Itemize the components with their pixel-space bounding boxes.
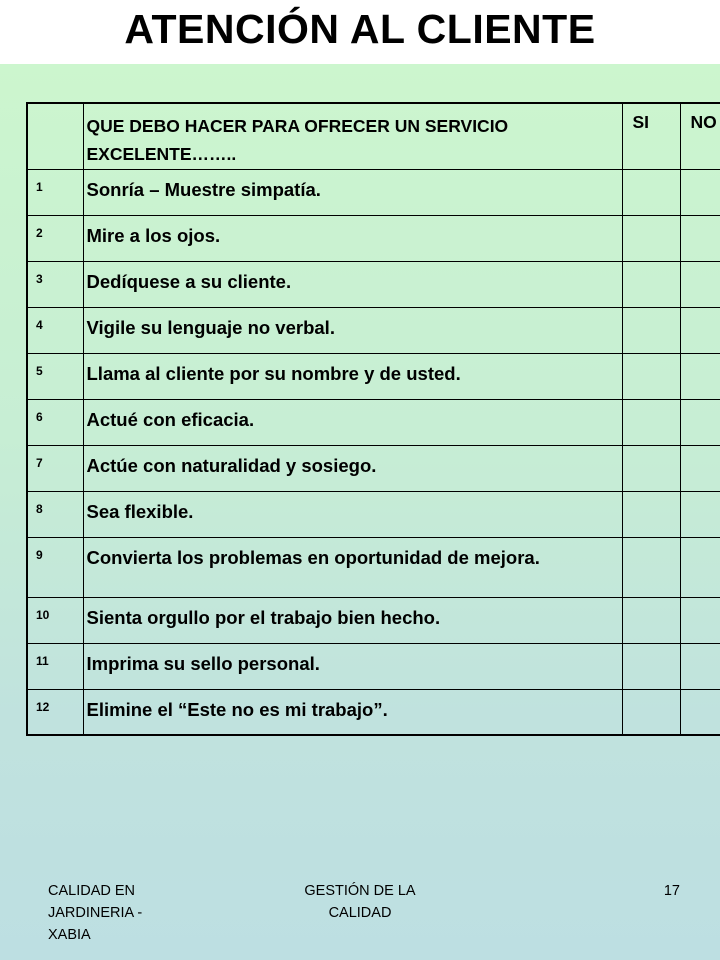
row-number: 5 [27,353,83,399]
row-number: 2 [27,215,83,261]
row-text: Vigile su lenguaje no verbal. [83,307,622,353]
table-row [27,537,720,597]
si-checkbox-cell[interactable] [622,307,680,353]
no-checkbox-cell[interactable] [680,353,720,399]
si-checkbox-cell[interactable] [622,597,680,643]
footer-left-text: CALIDAD EN JARDINERIA - XABIA [48,883,143,943]
table-row [27,689,720,735]
si-checkbox-cell[interactable] [622,353,680,399]
row-number: 10 [27,597,83,643]
no-checkbox-cell[interactable] [680,399,720,445]
row-text: Mire a los ojos. [83,215,622,261]
slide-title: ATENCIÓN AL CLIENTE [124,6,596,52]
table-row [27,445,720,491]
row-number: 1 [27,169,83,215]
row-number: 9 [27,537,83,597]
no-checkbox-cell[interactable] [680,689,720,735]
si-checkbox-cell[interactable] [622,445,680,491]
no-checkbox-cell[interactable] [680,537,720,597]
no-checkbox-cell[interactable] [680,169,720,215]
header-num-cell [27,103,83,169]
table-row [27,353,720,399]
si-checkbox-cell[interactable] [622,215,680,261]
row-number: 3 [27,261,83,307]
no-checkbox-cell[interactable] [680,215,720,261]
row-text: Sienta orgullo por el trabajo bien hecho. [83,597,622,643]
no-checkbox-cell[interactable] [680,445,720,491]
si-checkbox-cell[interactable] [622,491,680,537]
no-checkbox-cell[interactable] [680,261,720,307]
row-number: 7 [27,445,83,491]
table-row [27,491,720,537]
row-text: Elimine el “Este no es mi trabajo”. [83,689,622,735]
row-number: 8 [27,491,83,537]
si-checkbox-cell[interactable] [622,643,680,689]
no-checkbox-cell[interactable] [680,643,720,689]
row-text: Convierta los problemas en oportunidad de mejora. [83,537,622,597]
checklist-table [26,102,720,736]
row-text: Actúe con naturalidad y sosiego. [83,445,622,491]
header-question-cell: QUE DEBO HACER PARA OFRECER UN SERVICIO EXCELENTE…….. [83,103,622,169]
table-row [27,307,720,353]
row-text: Sea flexible. [83,491,622,537]
row-text: Sonría – Muestre simpatía. [83,169,622,215]
row-number: 12 [27,689,83,735]
no-checkbox-cell[interactable] [680,307,720,353]
row-number: 4 [27,307,83,353]
table-header-row [27,103,720,169]
si-checkbox-cell[interactable] [622,261,680,307]
header-no-cell: NO [680,103,720,169]
table-row [27,399,720,445]
footer-center-text: GESTIÓN DE LA CALIDAD [304,883,416,921]
table-row [27,215,720,261]
header-si-cell: SI [622,103,680,169]
row-number: 6 [27,399,83,445]
table-row [27,261,720,307]
row-text: Llama al cliente por su nombre y de usted. [83,353,622,399]
si-checkbox-cell[interactable] [622,399,680,445]
si-checkbox-cell[interactable] [622,689,680,735]
row-text: Actué con eficacia. [83,399,622,445]
row-text: Dedíquese a su cliente. [83,261,622,307]
table-row [27,169,720,215]
si-checkbox-cell[interactable] [622,169,680,215]
checklist-table-container [26,102,720,736]
table-row [27,597,720,643]
no-checkbox-cell[interactable] [680,491,720,537]
table-row [27,643,720,689]
no-checkbox-cell[interactable] [680,597,720,643]
row-text: Imprima su sello personal. [83,643,622,689]
row-number: 11 [27,643,83,689]
si-checkbox-cell[interactable] [622,537,680,597]
page-number: 17 [663,883,680,899]
